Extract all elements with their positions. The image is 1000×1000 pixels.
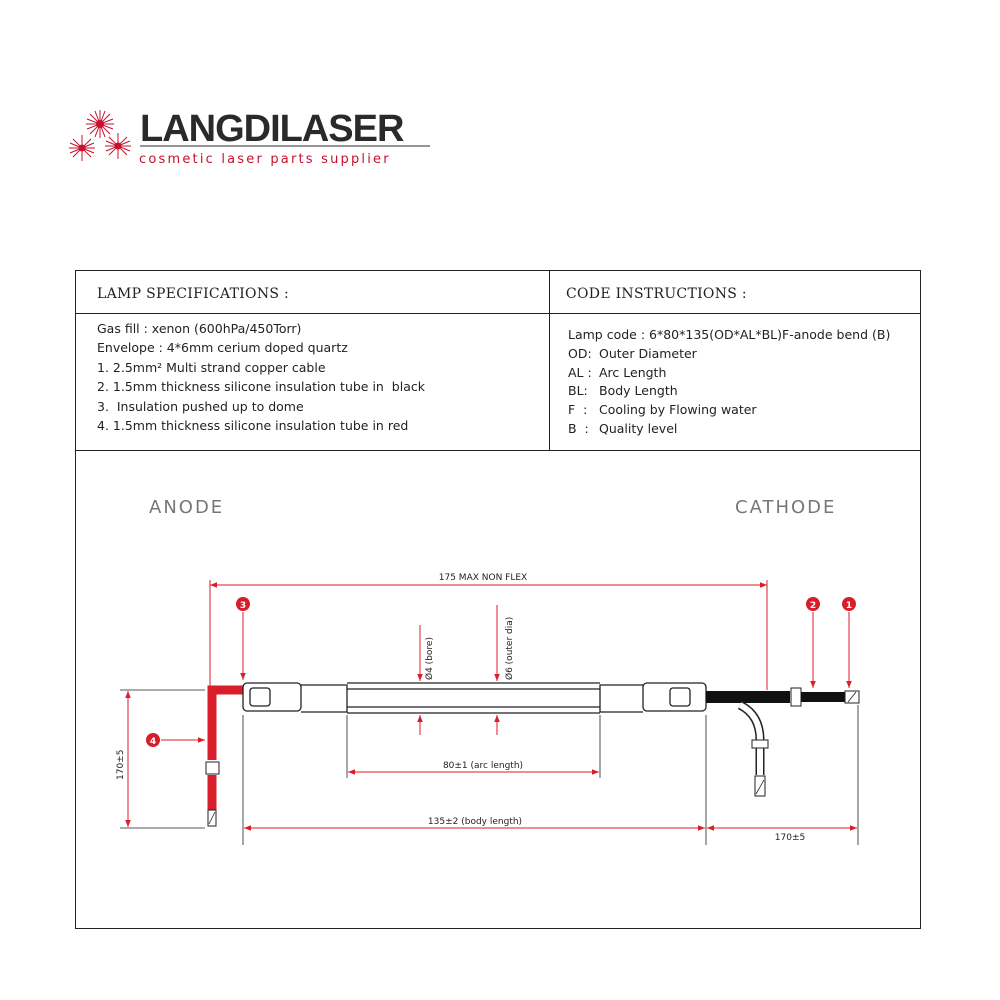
code-key: F : [568, 402, 588, 418]
dim-cathode-lead-label: 170±5 [774, 833, 806, 843]
code-desc: Quality level [599, 420, 678, 436]
callout-marker-3 [236, 597, 250, 680]
spec-line: 3. Insulation pushed up to dome [97, 398, 304, 414]
overall-dimension [210, 573, 767, 690]
spec-line: Gas fill : xenon (600hPa/450Torr) [97, 321, 302, 336]
dim-body-label: 135±2 (body length) [427, 817, 523, 827]
diameter-leaders [420, 605, 515, 735]
spec-line: Envelope : 4*6mm cerium doped quartz [97, 340, 348, 356]
marker-2-label: 2 [809, 601, 817, 611]
cathode-cable [706, 688, 859, 796]
cathode-label: CATHODE [735, 497, 837, 518]
code-key: B : [568, 420, 589, 436]
code-key: AL : [568, 364, 592, 380]
code-key: OD: [568, 345, 592, 361]
code-desc: Arc Length [599, 364, 667, 380]
body-length-dimension [243, 715, 706, 845]
dim-overall-label: 175 MAX NON FLEX [438, 573, 528, 583]
marker-4-label: 4 [149, 737, 157, 747]
anode-lead-dimension [116, 690, 205, 828]
brand-tagline: cosmetic laser parts supplier [139, 152, 391, 167]
code-desc: Outer Diameter [599, 345, 697, 361]
dim-outer-label: Ø6 (outer dia) [505, 616, 515, 680]
anode-label: ANODE [149, 497, 225, 518]
dim-arc-label: 80±1 (arc length) [442, 761, 524, 771]
callout-marker-2 [806, 597, 820, 688]
spec-line: 1. 2.5mm² Multi strand copper cable [97, 359, 326, 375]
marker-1-label: 1 [845, 601, 853, 611]
anode-cable [206, 690, 243, 826]
spec-line: 2. 1.5mm thickness silicone insulation tube in black [97, 379, 425, 395]
marker-3-label: 3 [239, 601, 247, 611]
spec-line: 4. 1.5mm thickness silicone insulation tube in red [97, 418, 409, 434]
quartz-lamp-body [243, 683, 706, 713]
brand-name: LANGDILASER [140, 108, 404, 150]
cathode-lead-dimension [707, 705, 858, 845]
lamp-code: Lamp code : 6*80*135(OD*AL*BL)F-anode bend (B) [568, 327, 891, 342]
callout-marker-4 [146, 733, 205, 747]
callout-marker-1 [842, 597, 856, 688]
code-key: BL: [568, 383, 588, 399]
code-desc: Body Length [599, 383, 678, 399]
code-desc: Cooling by Flowing water [599, 402, 757, 418]
code-instructions-title: CODE INSTRUCTIONS : [566, 286, 747, 302]
specifications-title: LAMP SPECIFICATIONS : [97, 286, 290, 302]
arc-length-dimension [347, 715, 600, 778]
dim-anode-lead-label: 170±5 [116, 749, 126, 780]
dim-bore-label: Ø4 (bore) [425, 637, 435, 680]
